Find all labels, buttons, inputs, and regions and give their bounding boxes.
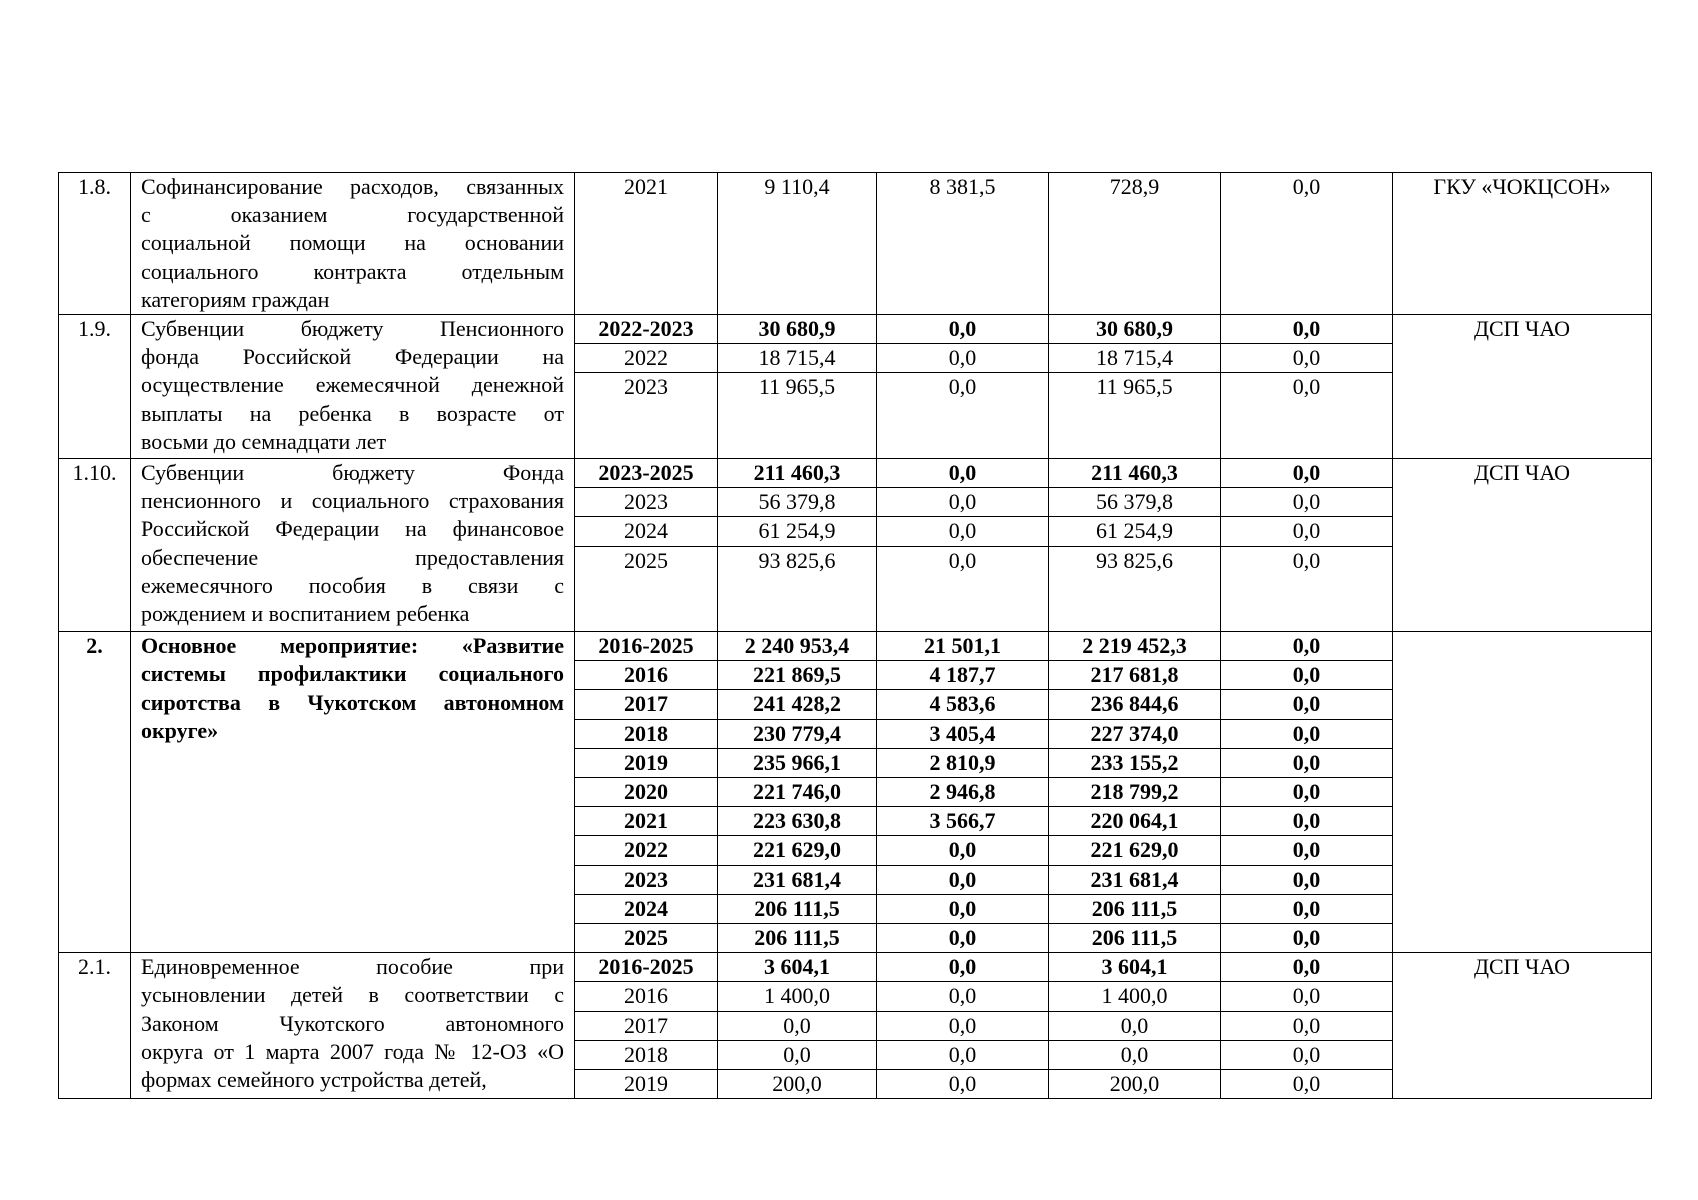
other-sources-cell bbox=[1221, 458, 1393, 631]
federal-budget-value: 0,0 bbox=[877, 1069, 1048, 1098]
executor-name: ГКУ «ЧОКЦСОН» bbox=[1433, 174, 1611, 199]
total-amount-value: 231 681,4 bbox=[718, 865, 876, 894]
year-cell bbox=[575, 315, 718, 459]
federal-budget-value: 0,0 bbox=[877, 546, 1048, 575]
regional-budget-value: 0,0 bbox=[1049, 1040, 1220, 1069]
row-name-line: обеспечение предоставления bbox=[141, 544, 564, 570]
cell-filler bbox=[877, 402, 1048, 458]
row-number: 2. bbox=[86, 633, 103, 659]
federal-budget-value: 2 946,8 bbox=[877, 777, 1048, 806]
year-value: 2022 bbox=[575, 343, 717, 372]
year-value: 2024 bbox=[575, 894, 717, 923]
regional-budget-value: 1 400,0 bbox=[1049, 981, 1220, 1010]
regional-budget-value: 61 254,9 bbox=[1049, 516, 1220, 545]
total-amount-value: 0,0 bbox=[718, 1011, 876, 1040]
federal-budget-value: 0,0 bbox=[877, 923, 1048, 952]
other-sources-value: 0,0 bbox=[1292, 174, 1321, 199]
executor-name: ДСП ЧАО bbox=[1473, 954, 1571, 980]
row-name-cell bbox=[131, 953, 575, 1099]
row-name-cell bbox=[131, 173, 575, 315]
federal-budget-value: 0,0 bbox=[948, 459, 977, 485]
row-name-line: сиротства в Чукотском автономном bbox=[141, 689, 564, 715]
regional-budget-value: 728,9 bbox=[1109, 174, 1160, 199]
year-cell bbox=[575, 458, 718, 631]
budget-table bbox=[58, 172, 1652, 1099]
total-amount-cell bbox=[718, 173, 877, 315]
row-name-line: округе» bbox=[141, 717, 219, 743]
federal-budget-value: 0,0 bbox=[877, 1011, 1048, 1040]
other-sources-value: 0,0 bbox=[1221, 660, 1392, 689]
regional-budget-value: 2 219 452,3 bbox=[1082, 633, 1187, 659]
row-number-cell bbox=[59, 458, 131, 631]
total-amount-value: 18 715,4 bbox=[718, 343, 876, 372]
year-value: 2017 bbox=[575, 689, 717, 718]
total-amount-value: 0,0 bbox=[718, 1040, 876, 1069]
year-value: 2023-2025 bbox=[598, 459, 694, 485]
other-sources-value: 0,0 bbox=[1221, 777, 1392, 806]
row-name-line: социального контракта отдельным bbox=[141, 258, 564, 284]
executor-cell bbox=[1393, 173, 1652, 315]
regional-budget-value: 18 715,4 bbox=[1049, 343, 1220, 372]
row-name-line: выплаты на ребенка в возрасте от bbox=[141, 400, 564, 426]
regional-budget-value: 11 965,5 bbox=[1049, 372, 1220, 401]
regional-budget-value: 206 111,5 bbox=[1049, 923, 1220, 952]
table-body bbox=[59, 173, 1652, 1099]
cell-filler bbox=[718, 402, 876, 458]
year-value: 2016-2025 bbox=[598, 633, 694, 659]
cell-filler bbox=[575, 201, 717, 314]
regional-budget-value: 227 374,0 bbox=[1049, 719, 1220, 748]
total-amount-cell bbox=[718, 458, 877, 631]
row-name-line: рождением и воспитанием ребенка bbox=[141, 600, 470, 626]
row-name-line: округа от 1 марта 2007 года № 12-ОЗ «О bbox=[141, 1038, 564, 1064]
year-cell bbox=[575, 632, 718, 953]
row-name-line: Софинансирование расходов, связанных bbox=[141, 174, 564, 199]
year-value: 2019 bbox=[575, 748, 717, 777]
row-name-line: социальной помощи на основании bbox=[141, 230, 564, 256]
cell-filler bbox=[1049, 575, 1220, 631]
other-sources-value: 0,0 bbox=[1221, 516, 1392, 545]
cell-filler bbox=[1221, 575, 1392, 631]
other-sources-value: 0,0 bbox=[1221, 372, 1392, 401]
federal-budget-cell bbox=[877, 632, 1049, 953]
cell-filler bbox=[877, 575, 1048, 631]
row-name-line: категориям граждан bbox=[141, 286, 330, 312]
total-amount-value: 235 966,1 bbox=[718, 748, 876, 777]
regional-budget-value: 221 629,0 bbox=[1049, 835, 1220, 864]
year-value: 2022-2023 bbox=[598, 316, 694, 342]
total-amount-value: 241 428,2 bbox=[718, 689, 876, 718]
other-sources-value: 0,0 bbox=[1221, 835, 1392, 864]
total-amount-cell bbox=[718, 953, 877, 1099]
year-value: 2016-2025 bbox=[598, 954, 694, 980]
other-sources-value: 0,0 bbox=[1221, 1069, 1392, 1098]
other-sources-value: 0,0 bbox=[1221, 1040, 1392, 1069]
row-name-line: системы профилактики социального bbox=[141, 661, 564, 687]
federal-budget-value: 0,0 bbox=[877, 372, 1048, 401]
row-name-line: Субвенции бюджету Фонда bbox=[141, 459, 564, 485]
row-name-line: усыновлении детей в соответствии с bbox=[141, 982, 564, 1008]
regional-budget-value: 206 111,5 bbox=[1049, 894, 1220, 923]
row-name-line: Российской Федерации на финансовое bbox=[141, 516, 564, 542]
federal-budget-value: 2 810,9 bbox=[877, 748, 1048, 777]
regional-budget-cell bbox=[1049, 632, 1221, 953]
cell-filler bbox=[718, 201, 876, 314]
regional-budget-cell bbox=[1049, 173, 1221, 315]
total-amount-value: 206 111,5 bbox=[718, 894, 876, 923]
other-sources-value: 0,0 bbox=[1221, 981, 1392, 1010]
regional-budget-value: 200,0 bbox=[1049, 1069, 1220, 1098]
total-amount-value: 61 254,9 bbox=[718, 516, 876, 545]
row-name-line: Единовременное пособие при bbox=[141, 954, 564, 980]
federal-budget-cell bbox=[877, 173, 1049, 315]
row-name-line: Законом Чукотского автономного bbox=[141, 1010, 564, 1036]
row-number: 1.10. bbox=[72, 459, 117, 485]
total-amount-value: 200,0 bbox=[718, 1069, 876, 1098]
federal-budget-value: 0,0 bbox=[948, 316, 977, 342]
regional-budget-cell bbox=[1049, 953, 1221, 1099]
total-amount-cell bbox=[718, 315, 877, 459]
regional-budget-value: 0,0 bbox=[1049, 1011, 1220, 1040]
year-value: 2018 bbox=[575, 1040, 717, 1069]
row-name-line: осуществление ежемесячной денежной bbox=[141, 372, 564, 398]
other-sources-cell bbox=[1221, 315, 1393, 459]
executor-name: ДСП ЧАО bbox=[1473, 459, 1571, 485]
total-amount-cell bbox=[718, 632, 877, 953]
cell-filler bbox=[575, 575, 717, 631]
total-amount-value: 56 379,8 bbox=[718, 487, 876, 516]
row-number: 1.9. bbox=[78, 316, 111, 342]
year-value: 2023 bbox=[575, 487, 717, 516]
row-name-line: формах семейного устройства детей, bbox=[141, 1066, 487, 1092]
year-value: 2021 bbox=[575, 806, 717, 835]
year-cell bbox=[575, 173, 718, 315]
year-value: 2019 bbox=[575, 1069, 717, 1098]
other-sources-cell bbox=[1221, 632, 1393, 953]
table-row bbox=[59, 173, 1652, 315]
table-row bbox=[59, 458, 1652, 631]
regional-budget-cell bbox=[1049, 458, 1221, 631]
other-sources-value: 0,0 bbox=[1292, 954, 1321, 980]
total-amount-value: 2 240 953,4 bbox=[744, 633, 850, 659]
regional-budget-value: 236 844,6 bbox=[1049, 689, 1220, 718]
row-name-line: Субвенции бюджету Пенсионного bbox=[141, 316, 564, 342]
other-sources-value: 0,0 bbox=[1292, 633, 1321, 659]
other-sources-value: 0,0 bbox=[1221, 748, 1392, 777]
federal-budget-value: 8 381,5 bbox=[929, 174, 996, 199]
year-value: 2021 bbox=[624, 174, 668, 199]
total-amount-value: 3 604,1 bbox=[764, 954, 830, 980]
year-value: 2016 bbox=[575, 660, 717, 689]
cell-filler bbox=[1049, 402, 1220, 458]
total-amount-value: 93 825,6 bbox=[718, 546, 876, 575]
regional-budget-value: 233 155,2 bbox=[1049, 748, 1220, 777]
other-sources-value: 0,0 bbox=[1221, 343, 1392, 372]
total-amount-value: 221 629,0 bbox=[718, 835, 876, 864]
cell-filler bbox=[1221, 201, 1392, 314]
year-value: 2016 bbox=[575, 981, 717, 1010]
executor-cell bbox=[1393, 632, 1652, 953]
total-amount-value: 230 779,4 bbox=[718, 719, 876, 748]
table-row bbox=[59, 315, 1652, 459]
other-sources-value: 0,0 bbox=[1221, 719, 1392, 748]
cell-filler bbox=[1221, 402, 1392, 458]
regional-budget-value: 30 680,9 bbox=[1096, 316, 1173, 342]
federal-budget-value: 0,0 bbox=[877, 835, 1048, 864]
other-sources-cell bbox=[1221, 953, 1393, 1099]
federal-budget-value: 0,0 bbox=[877, 516, 1048, 545]
table-row bbox=[59, 632, 1652, 953]
total-amount-value: 221 869,5 bbox=[718, 660, 876, 689]
federal-budget-value: 0,0 bbox=[877, 487, 1048, 516]
federal-budget-value: 4 583,6 bbox=[877, 689, 1048, 718]
federal-budget-value: 3 405,4 bbox=[877, 719, 1048, 748]
federal-budget-cell bbox=[877, 458, 1049, 631]
other-sources-cell bbox=[1221, 173, 1393, 315]
row-number: 2.1. bbox=[78, 954, 111, 980]
other-sources-value: 0,0 bbox=[1292, 459, 1321, 485]
year-value: 2023 bbox=[575, 372, 717, 401]
other-sources-value: 0,0 bbox=[1221, 923, 1392, 952]
row-number-cell bbox=[59, 632, 131, 953]
year-value: 2022 bbox=[575, 835, 717, 864]
row-name-line: Основное мероприятие: «Развитие bbox=[141, 633, 564, 659]
other-sources-value: 0,0 bbox=[1221, 487, 1392, 516]
other-sources-value: 0,0 bbox=[1221, 865, 1392, 894]
executor-cell bbox=[1393, 315, 1652, 459]
row-name-line: с оказанием государственной bbox=[141, 202, 564, 228]
federal-budget-value: 4 187,7 bbox=[877, 660, 1048, 689]
row-name-line: пенсионного и социального страхования bbox=[141, 488, 564, 514]
executor-cell bbox=[1393, 953, 1652, 1099]
cell-filler bbox=[575, 402, 717, 458]
year-value: 2017 bbox=[575, 1011, 717, 1040]
regional-budget-value: 93 825,6 bbox=[1049, 546, 1220, 575]
federal-budget-cell bbox=[877, 315, 1049, 459]
total-amount-value: 11 965,5 bbox=[718, 372, 876, 401]
row-name-line: ежемесячного пособия в связи с bbox=[141, 572, 564, 598]
year-value: 2025 bbox=[575, 546, 717, 575]
other-sources-value: 0,0 bbox=[1221, 894, 1392, 923]
regional-budget-value: 3 604,1 bbox=[1101, 954, 1168, 980]
federal-budget-value: 0,0 bbox=[877, 865, 1048, 894]
cell-filler bbox=[877, 201, 1048, 314]
year-value: 2018 bbox=[575, 719, 717, 748]
table-row bbox=[59, 953, 1652, 1099]
row-number: 1.8. bbox=[78, 174, 111, 199]
row-number-cell bbox=[59, 173, 131, 315]
total-amount-value: 30 680,9 bbox=[758, 316, 836, 342]
row-name-cell bbox=[131, 458, 575, 631]
year-value: 2023 bbox=[575, 865, 717, 894]
federal-budget-value: 3 566,7 bbox=[877, 806, 1048, 835]
other-sources-value: 0,0 bbox=[1221, 806, 1392, 835]
federal-budget-value: 21 501,1 bbox=[924, 633, 1001, 659]
year-cell bbox=[575, 953, 718, 1099]
regional-budget-value: 218 799,2 bbox=[1049, 777, 1220, 806]
row-number-cell bbox=[59, 953, 131, 1099]
federal-budget-value: 0,0 bbox=[948, 954, 977, 980]
cell-filler bbox=[1049, 201, 1220, 314]
total-amount-value: 9 110,4 bbox=[764, 174, 830, 199]
regional-budget-value: 56 379,8 bbox=[1049, 487, 1220, 516]
row-name-line: фонда Российской Федерации на bbox=[141, 344, 564, 370]
row-name-line: восьми до семнадцати лет bbox=[141, 428, 387, 454]
federal-budget-value: 0,0 bbox=[877, 343, 1048, 372]
total-amount-value: 221 746,0 bbox=[718, 777, 876, 806]
total-amount-value: 206 111,5 bbox=[718, 923, 876, 952]
federal-budget-value: 0,0 bbox=[877, 894, 1048, 923]
total-amount-value: 223 630,8 bbox=[718, 806, 876, 835]
row-number-cell bbox=[59, 315, 131, 459]
other-sources-value: 0,0 bbox=[1221, 689, 1392, 718]
year-value: 2020 bbox=[575, 777, 717, 806]
federal-budget-cell bbox=[877, 953, 1049, 1099]
year-value: 2025 bbox=[575, 923, 717, 952]
executor-name: ДСП ЧАО bbox=[1473, 316, 1571, 342]
year-value: 2024 bbox=[575, 516, 717, 545]
regional-budget-value: 217 681,8 bbox=[1049, 660, 1220, 689]
executor-cell bbox=[1393, 458, 1652, 631]
total-amount-value: 211 460,3 bbox=[753, 459, 841, 485]
regional-budget-value: 211 460,3 bbox=[1091, 459, 1178, 485]
cell-filler bbox=[718, 575, 876, 631]
other-sources-value: 0,0 bbox=[1221, 546, 1392, 575]
regional-budget-cell bbox=[1049, 315, 1221, 459]
other-sources-value: 0,0 bbox=[1292, 316, 1321, 342]
other-sources-value: 0,0 bbox=[1221, 1011, 1392, 1040]
regional-budget-value: 220 064,1 bbox=[1049, 806, 1220, 835]
total-amount-value: 1 400,0 bbox=[718, 981, 876, 1010]
regional-budget-value: 231 681,4 bbox=[1049, 865, 1220, 894]
federal-budget-value: 0,0 bbox=[877, 1040, 1048, 1069]
row-name-cell bbox=[131, 315, 575, 459]
row-name-cell bbox=[131, 632, 575, 953]
federal-budget-value: 0,0 bbox=[877, 981, 1048, 1010]
